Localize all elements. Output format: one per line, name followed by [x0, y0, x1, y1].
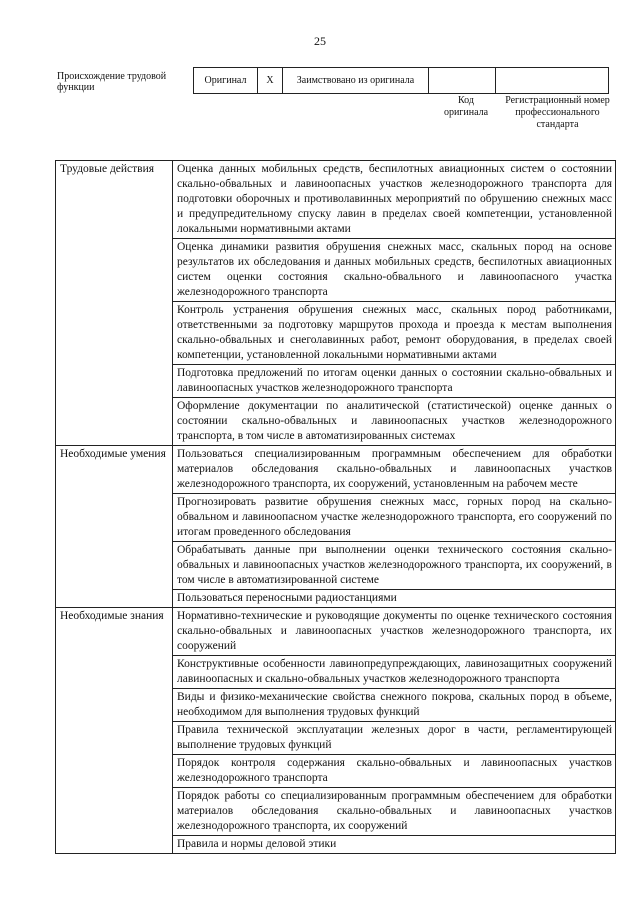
- function-table: [55, 160, 616, 854]
- original-cell: Оригинал: [194, 68, 258, 94]
- page-number: 25: [314, 34, 326, 48]
- section-item: Нормативно-технические и руководящие документы по оценке технического состояния скально-обвальных и лавиноопасных участков железнодорожного транспорта, их сооружений: [173, 608, 616, 656]
- section-item: Порядок контроля содержания скально-обвальных и лавиноопасных участков железнодорожного транспорта: [173, 755, 616, 788]
- table-row: [56, 608, 616, 656]
- section-item: Прогнозировать развитие обрушения снежных масс, горных пород на скально-обвальном и лавиноопасном участке железнодорожного транспорта, его сооружений по итогам проведенного обследования: [173, 494, 616, 542]
- origin-label: Происхождение трудовой функции: [57, 71, 167, 93]
- table-row: [56, 161, 616, 239]
- section-title: Трудовые действия: [56, 161, 173, 446]
- section-item: Правила технической эксплуатации железных дорог в части, регламентирующей выполнение трудовых функций: [173, 722, 616, 755]
- table-row: [56, 446, 616, 494]
- section-item: Контроль устранения обрушения снежных масс, скальных пород работниками, ответственными за подготовку маршрутов прохода и проезда к местам выполнения скально-обвальных и снеголавинных работ, ремонт оборудования, в пределах своей компетенции, установленной локальными нормативными актами: [173, 302, 616, 365]
- section-item: Виды и физико-механические свойства снежного покрова, скальных пород в объеме, необходимом для выполнения трудовых функций: [173, 689, 616, 722]
- section-item: Правила и нормы деловой этики: [173, 836, 616, 854]
- section-item: Оценка динамики развития обрушения снежных масс, скальных пород на основе результатов их обследования и данных мобильных средств, беспилотных авиационных систем оценки состояния скально-обвального и лавиноопасного участка железнодорожного транспорта: [173, 239, 616, 302]
- section-item: Конструктивные особенности лавинопредупреждающих, лавинозащитных сооружений лавиноопасных и скально-обвальных участков железнодорожного транспорта: [173, 656, 616, 689]
- section-title: Необходимые умения: [56, 446, 173, 608]
- reg-number-cell: [496, 68, 609, 94]
- origin-table: [193, 67, 609, 94]
- section-item: Оформление документации по аналитической (статистической) оценке данных о состоянии скально-обвальных и лавиноопасных участков железнодорожного транспорта, в том числе в автоматизированных системах: [173, 398, 616, 446]
- section-item: Подготовка предложений по итогам оценки данных о состоянии скально-обвальных и лавиноопасных участков железнодорожного транспорта: [173, 365, 616, 398]
- section-item: Пользоваться специализированным программным обеспечением для обработки материалов обследования скально-обвальных и лавиноопасных участков железнодорожного транспорта, их сооружений, установленным на рабочем месте: [173, 446, 616, 494]
- reg-caption: Регистрационный номер профессионального стандарта: [505, 95, 610, 130]
- section-item: Порядок работы со специализированным программным обеспечением для обработки материалов обследования скально-обвальных и лавиноопасных участков железнодорожного транспорта, их сооружений: [173, 788, 616, 836]
- code-caption: Код оригинала: [443, 95, 489, 118]
- section-item: Обрабатывать данные при выполнении оценки технического состояния скально-обвальных и лавиноопасных участков железнодорожного транспорта, их сооружений, в том числе в автоматизированной системе: [173, 542, 616, 590]
- section-item: Пользоваться переносными радиостанциями: [173, 590, 616, 608]
- section-item: Оценка данных мобильных средств, беспилотных авиационных систем о состоянии скально-обвальных и лавиноопасных участков железнодорожного транспорта для подготовки оборочных и противолавинных мероприятий по обрушению снежных масс и предупредительному спуску лавин в пределах своей компетенции, установленной локальными нормативными актами: [173, 161, 616, 239]
- borrowed-cell: Заимствовано из оригинала: [283, 68, 429, 94]
- section-title: Необходимые знания: [56, 608, 173, 854]
- code-cell: [429, 68, 496, 94]
- original-mark: X: [258, 68, 283, 94]
